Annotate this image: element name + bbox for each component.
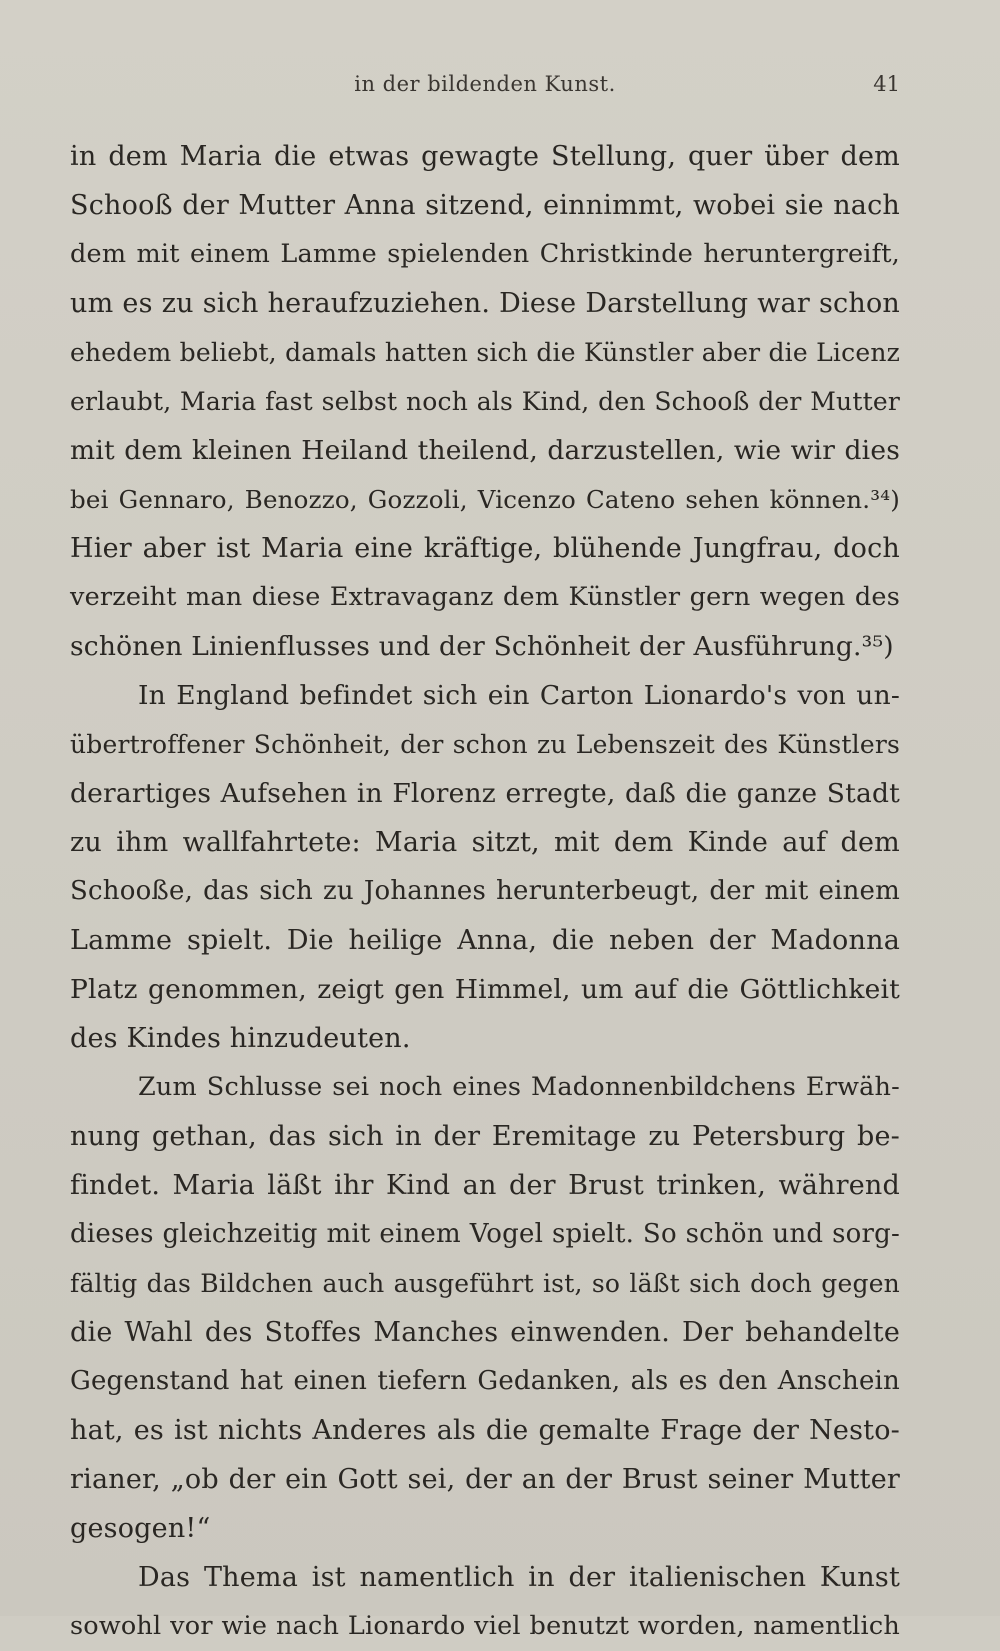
text-line: sowohl vor wie nach Lionardo viel benutzt worden, namentlich	[70, 1611, 900, 1641]
text-line: verzeiht man diese Extravaganz dem Künstler gern wegen des	[70, 582, 900, 612]
text-line: hat, es ist nichts Anderes als die gemalte Frage der Nesto-	[70, 1415, 900, 1446]
text-line: Hier aber ist Maria eine kräftige, blühende Jungfrau, doch	[70, 533, 900, 564]
text-line: die Wahl des Stoffes Manches einwenden. Der behandelte	[70, 1317, 900, 1348]
body-text	[70, 132, 900, 1651]
text-line: des Kindes hinzudeuten.	[70, 1023, 411, 1054]
text-line: schönen Linienflusses und der Schönheit der Ausführung.³⁵)	[70, 631, 894, 662]
text-line: ehedem beliebt, damals hatten sich die Künstler aber die Licenz	[70, 338, 900, 367]
text-line: Schooße, das sich zu Johannes herunterbeugt, der mit einem	[70, 876, 900, 906]
text-line: zu ihm wallfahrtete: Maria sitzt, mit dem Kinde auf dem	[70, 827, 900, 858]
text-line: dieses gleichzeitig mit einem Vogel spielt. So schön und sorg-	[70, 1219, 900, 1249]
page-number: 41	[873, 72, 900, 96]
text-line: erlaubt, Maria fast selbst noch als Kind, den Schooß der Mutter	[70, 387, 900, 416]
text-line: bei Gennaro, Benozzo, Gozzoli, Vicenzo Cateno sehen können.³⁴)	[70, 485, 900, 514]
text-line: um es zu sich heraufzuziehen. Diese Darstellung war schon	[70, 288, 900, 319]
text-line: Gegenstand hat einen tiefern Gedanken, als es den Anschein	[70, 1366, 900, 1396]
text-line: Das Thema ist namentlich in der italienischen Kunst	[138, 1562, 900, 1593]
text-line: Lamme spielt. Die heilige Anna, die neben der Madonna	[70, 925, 900, 956]
text-line: nung gethan, das sich in der Eremitage zu Petersburg be-	[70, 1121, 900, 1152]
text-line: übertroffener Schönheit, der schon zu Lebenszeit des Künstlers	[70, 730, 900, 759]
text-line: fältig das Bildchen auch ausgeführt ist, so läßt sich doch gegen	[70, 1269, 900, 1298]
text-line: Zum Schlusse sei noch eines Madonnenbildchens Erwäh-	[138, 1072, 900, 1102]
text-line: in dem Maria die etwas gewagte Stellung, quer über dem	[70, 141, 900, 172]
text-line: gesogen!“	[70, 1513, 211, 1544]
text-line: derartiges Aufsehen in Florenz erregte, daß die ganze Stadt	[70, 778, 900, 809]
text-line: rianer, „ob der ein Gott sei, der an der Brust seiner Mutter	[70, 1464, 900, 1495]
text-line: findet. Maria läßt ihr Kind an der Brust trinken, während	[70, 1170, 900, 1201]
running-head	[70, 72, 900, 106]
text-line: In England befindet sich ein Carton Lionardo's von un-	[138, 680, 900, 711]
text-line: mit dem kleinen Heiland theilend, darzustellen, wie wir dies	[70, 435, 900, 466]
text-line: Schooß der Mutter Anna sitzend, einnimmt, wobei sie nach	[70, 190, 900, 221]
text-line: dem mit einem Lamme spielenden Christkinde heruntergreift,	[70, 239, 900, 269]
text-line: Platz genommen, zeigt gen Himmel, um auf die Göttlichkeit	[70, 974, 900, 1005]
running-title: in der bildenden Kunst.	[354, 72, 616, 96]
